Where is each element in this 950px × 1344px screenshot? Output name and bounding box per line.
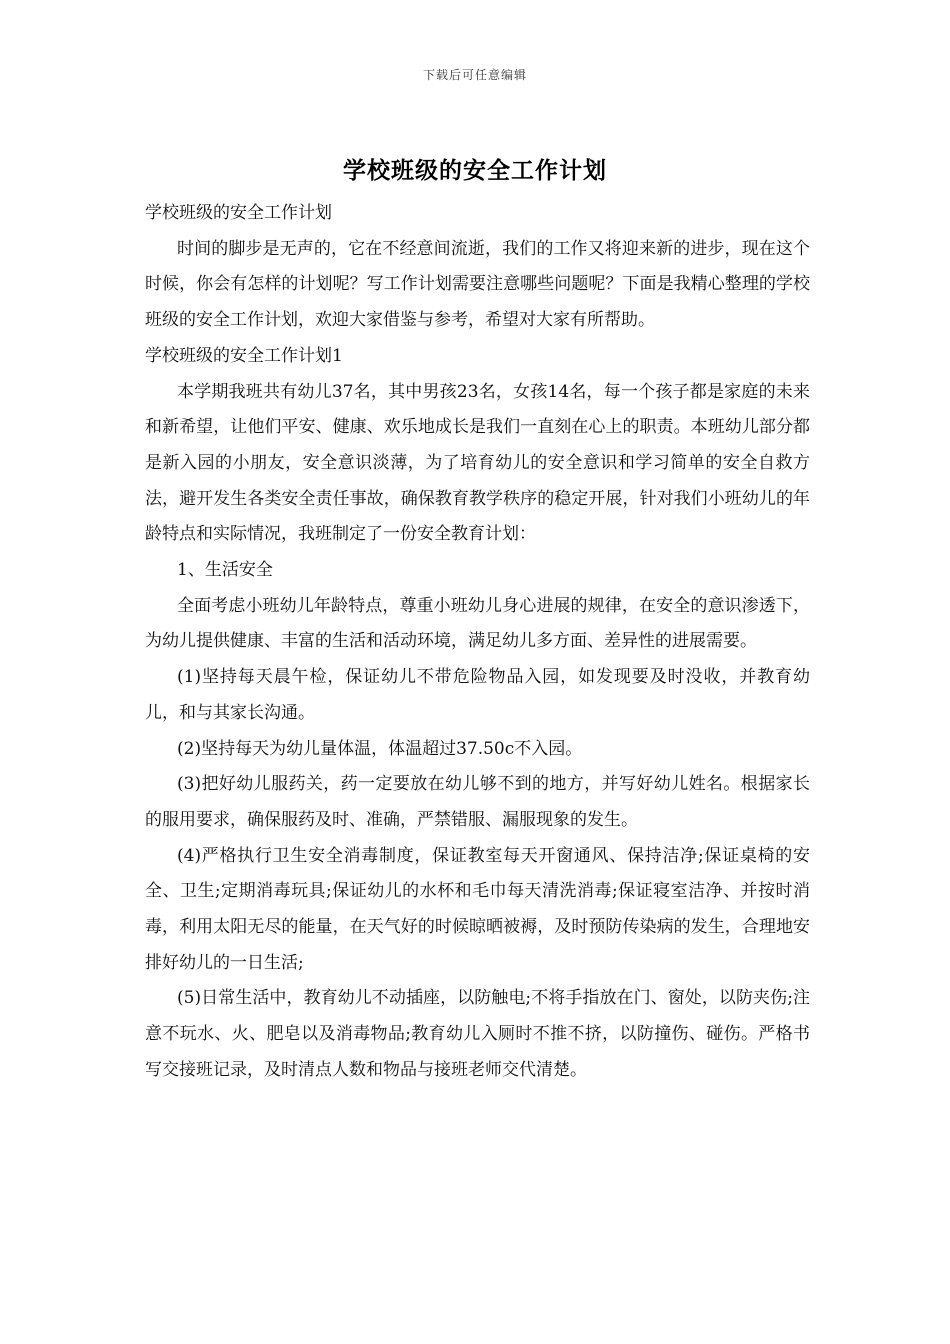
list-item: (3)把好幼儿服药关，药一定要放在幼儿够不到的地方，并写好幼儿姓名。根据家长的服用要求，确保服药及时、准确，严禁错服、漏服现象的发生。 [145, 774, 810, 830]
document-body [145, 196, 810, 1089]
paragraph: 本学期我班共有幼儿37名，其中男孩23名，女孩14名，每一个孩子都是家庭的未来和新希望，让他们平安、健康、欢乐地成长是我们一直刻在心上的职责。本班幼儿部分都是新入园的小朋友，安全意识淡薄，为了培育幼儿的安全意识和学习简单的安全自救方法，避开发生各类安全责任事故，确保教育教学秩序的稳定开展，针对我们小班幼儿的年龄特点和实际情况，我班制定了一份安全教育计划： [145, 381, 810, 545]
list-item: (1)坚持每天晨午检，保证幼儿不带危险物品入园，如发现要及时没收，并教育幼儿，和与其家长沟通。 [145, 667, 810, 723]
list-item: (4)严格执行卫生安全消毒制度，保证教室每天开窗通风、保持洁净;保证桌椅的安全、卫生;定期消毒玩具;保证幼儿的水杯和毛巾每天清洗消毒;保证寝室洁净、并按时消毒，利用太阳无尽的能量，在天气好的时候晾晒被褥，及时预防传染病的发生，合理地安排好幼儿的一日生活; [145, 845, 810, 973]
list-item: (5)日常生活中，教育幼儿不动插座，以防触电;不将手指放在门、窗处，以防夹伤;注意不玩水、火、肥皂以及消毒物品;教育幼儿入厕时不推不挤，以防撞伤、碰伤。严格书写交接班记录，及时清点人数和物品与接班老师交代清楚。 [145, 988, 810, 1080]
document-title: 学校班级的安全工作计划 [343, 157, 607, 184]
plan-heading: 学校班级的安全工作计划1 [145, 345, 343, 366]
paragraph: 全面考虑小班幼儿年龄特点，尊重小班幼儿身心进展的规律，在安全的意识渗透下，为幼儿提供健康、丰富的生活和活动环境，满足幼儿多方面、差异性的进展需要。 [145, 595, 810, 652]
subsection-heading: 1、生活安全 [177, 560, 273, 581]
intro-paragraph: 时间的脚步是无声的，它在不经意间流逝，我们的工作又将迎来新的进步，现在这个时候，你会有怎样的计划呢？写工作计划需要注意哪些问题呢？下面是我精心整理的学校班级的安全工作计划，欢迎大家借鉴与参考，希望对大家有所帮助。 [145, 238, 810, 331]
header-note: 下载后可任意编辑 [422, 68, 527, 82]
section-heading: 学校班级的安全工作计划 [145, 203, 332, 223]
list-item: (2)坚持每天为幼儿量体温，体温超过37.50c不入园。 [177, 738, 583, 759]
